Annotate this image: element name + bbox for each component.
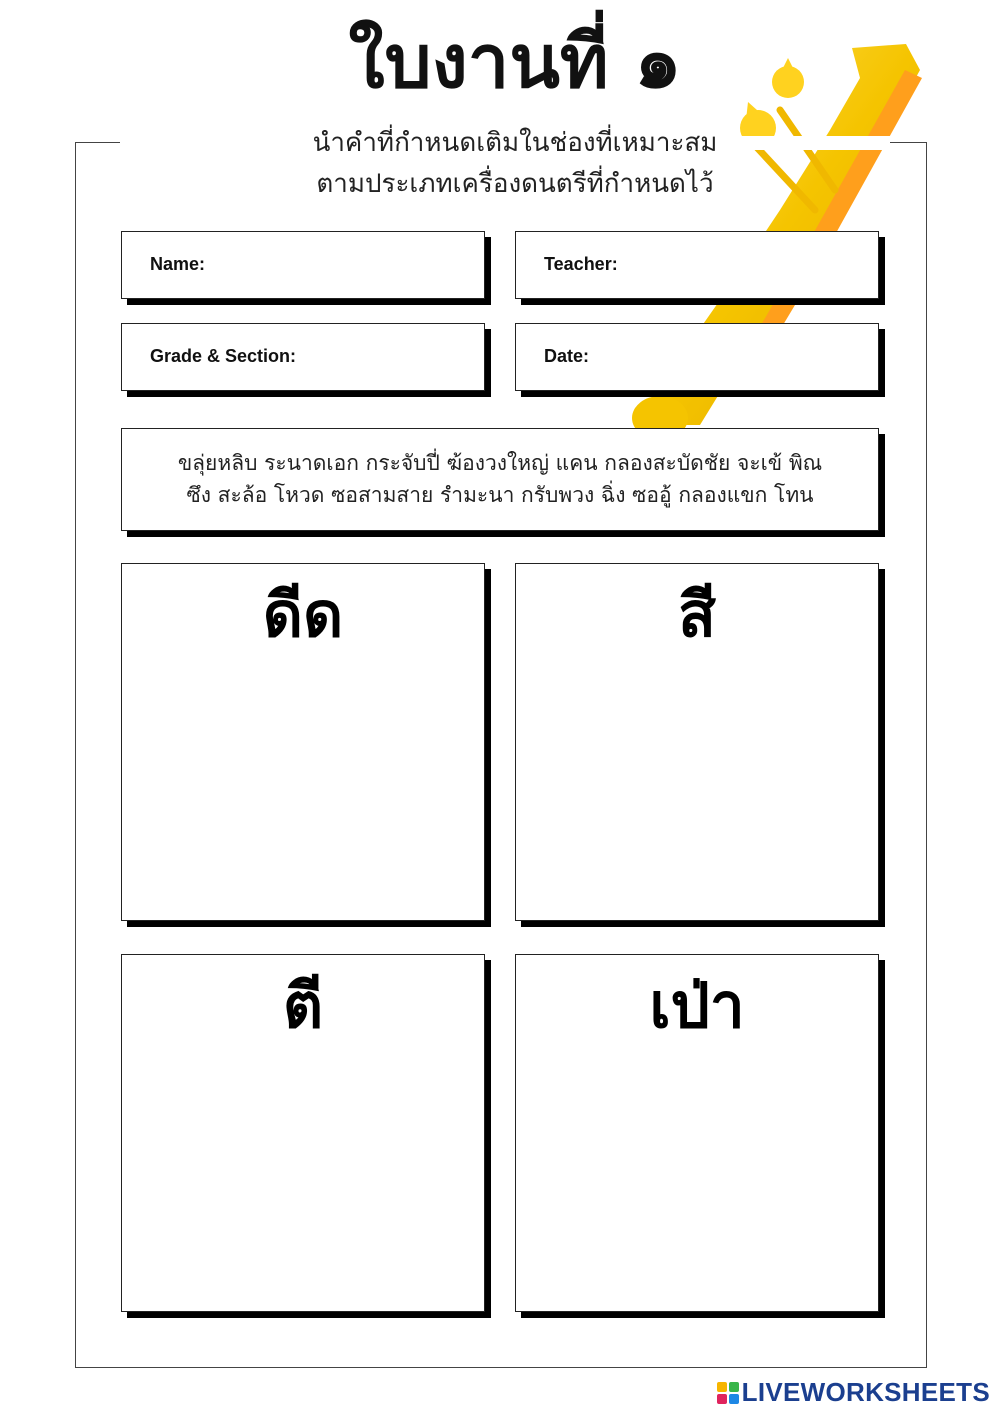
category-box-plucked[interactable]	[121, 563, 485, 921]
liveworksheets-logo-icon	[716, 1381, 740, 1405]
worksheet-title: ใบงานที่ ๑	[348, 19, 682, 105]
brand-name: LIVEWORKSHEETS	[741, 1377, 990, 1407]
word-bank	[121, 428, 879, 531]
instruction-line-1: นำคำที่กำหนดเติมในช่องที่เหมาะสม	[312, 128, 718, 158]
name-label: Name:	[150, 254, 206, 274]
category-title-blown: เป่า	[649, 969, 745, 1042]
date-field[interactable]	[515, 323, 879, 391]
liveworksheets-brand	[716, 1377, 990, 1408]
category-box-bowed[interactable]	[515, 563, 879, 921]
instruction-line-2: ตามประเภทเครื่องดนตรีที่กำหนดไว้	[316, 169, 714, 199]
grade-section-label: Grade & Section:	[150, 346, 297, 366]
category-title-bowed: สี	[678, 578, 716, 651]
word-bank-line-1: ขลุ่ยหลิบ ระนาดเอก กระจับปี่ ฆ้องวงใหญ่ แคน กลองสะบัดชัย จะเข้ พิณ	[177, 451, 823, 475]
name-field[interactable]	[121, 231, 485, 299]
category-title-plucked: ดีด	[262, 578, 344, 651]
teacher-label: Teacher:	[544, 254, 618, 274]
category-box-struck[interactable]	[121, 954, 485, 1312]
date-label: Date:	[544, 346, 590, 366]
teacher-field[interactable]	[515, 231, 879, 299]
category-title-struck: ตี	[282, 969, 324, 1042]
grade-section-field[interactable]	[121, 323, 485, 391]
category-box-blown[interactable]	[515, 954, 879, 1312]
word-bank-line-2: ซึง สะล้อ โหวด ซอสามสาย รำมะนา กรับพวง ฉิ่ง ซออู้ กลองแขก โทน	[186, 483, 814, 507]
